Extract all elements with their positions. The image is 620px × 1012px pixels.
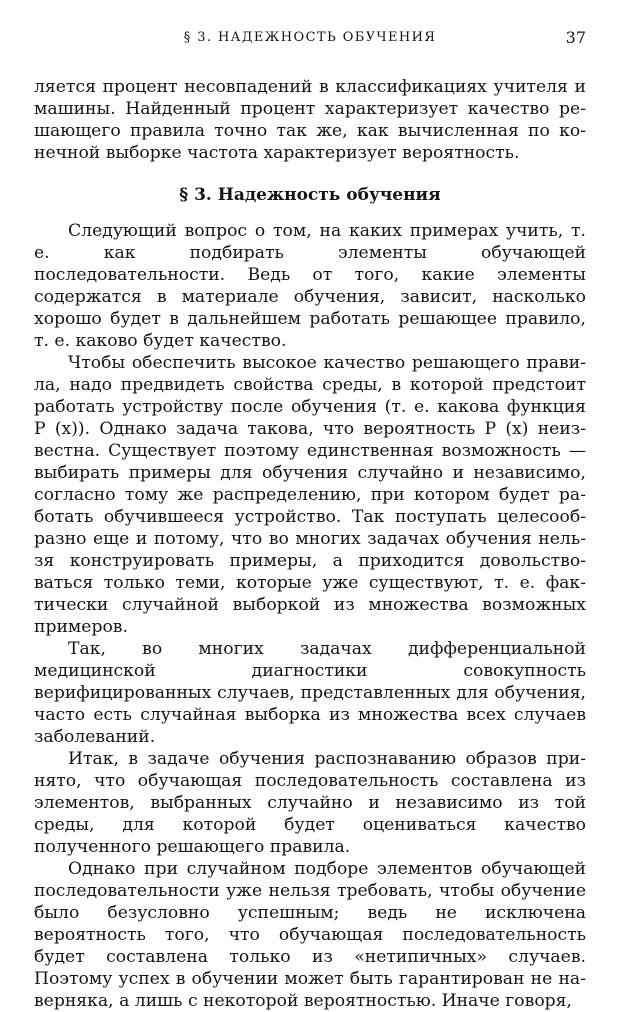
running-title: § 3. НАДЕЖНОСТЬ ОБУЧЕНИЯ [183, 30, 437, 45]
paragraph: Однако при случайном подборе элементов обучающей последовательности уже нельзя требовать, чтобы обучение было безусловно успешным; ведь не исключена вероятность того, что обучающая последовательность будет составлена только из «нетипичных» случаев. Поэтому успех в обучении может быть гарантирован не наверняка, а лишь с некоторой вероятностью. Иначе говоря, [34, 859, 586, 1011]
body-text [34, 76, 586, 1012]
running-head [34, 30, 586, 54]
page-number: 37 [565, 28, 586, 47]
paragraph: Чтобы обеспечить высокое качество решающего правила, надо предвидеть свойства среды, в которой предстоит работать устройству после обучения (т. е. какова функция P (x)). Однако задача такова, что вероятность P (x) неизвестна. Существует поэтому единственная возможность — выбирать примеры для обучения случайно и независимо, согласно тому же распределению, при котором будет работать обучившееся устройство. Так поступать целесообразно еще и потому, что во многих задачах обучения нельзя конструировать примеры, а приходится довольствоваться только теми, которые уже существуют, т. е. фактически случайной выборкой из множества возможных примеров. [34, 353, 586, 637]
paragraph: Так, во многих задачах дифференциальной медицинской диагностики совокупность верифицированных случаев, представленных для обучения, часто есть случайная выборка из множества всех случаев заболеваний. [34, 639, 586, 747]
section-heading: § 3. Надежность обучения [179, 185, 441, 205]
paragraph-continuation: ляется процент несовпадений в классификациях учителя и машины. Найденный процент характеризует качество решающего правила точно так же, как вычисленная по конечной выборке частота характеризует вероятность. [34, 77, 586, 163]
paragraph: Итак, в задаче обучения распознаванию образов принято, что обучающая последовательность составлена из элементов, выбранных случайно и независимо из той среды, для которой будет оцениваться качество полученного решающего правила. [34, 749, 586, 857]
paragraph: Следующий вопрос о том, на каких примерах учить, т. е. как подбирать элементы обучающей последовательности. Ведь от того, какие элементы содержатся в материале обучения, зависит, насколько хорошо будет в дальнейшем работать решающее правило, т. е. каково будет качество. [34, 221, 586, 351]
